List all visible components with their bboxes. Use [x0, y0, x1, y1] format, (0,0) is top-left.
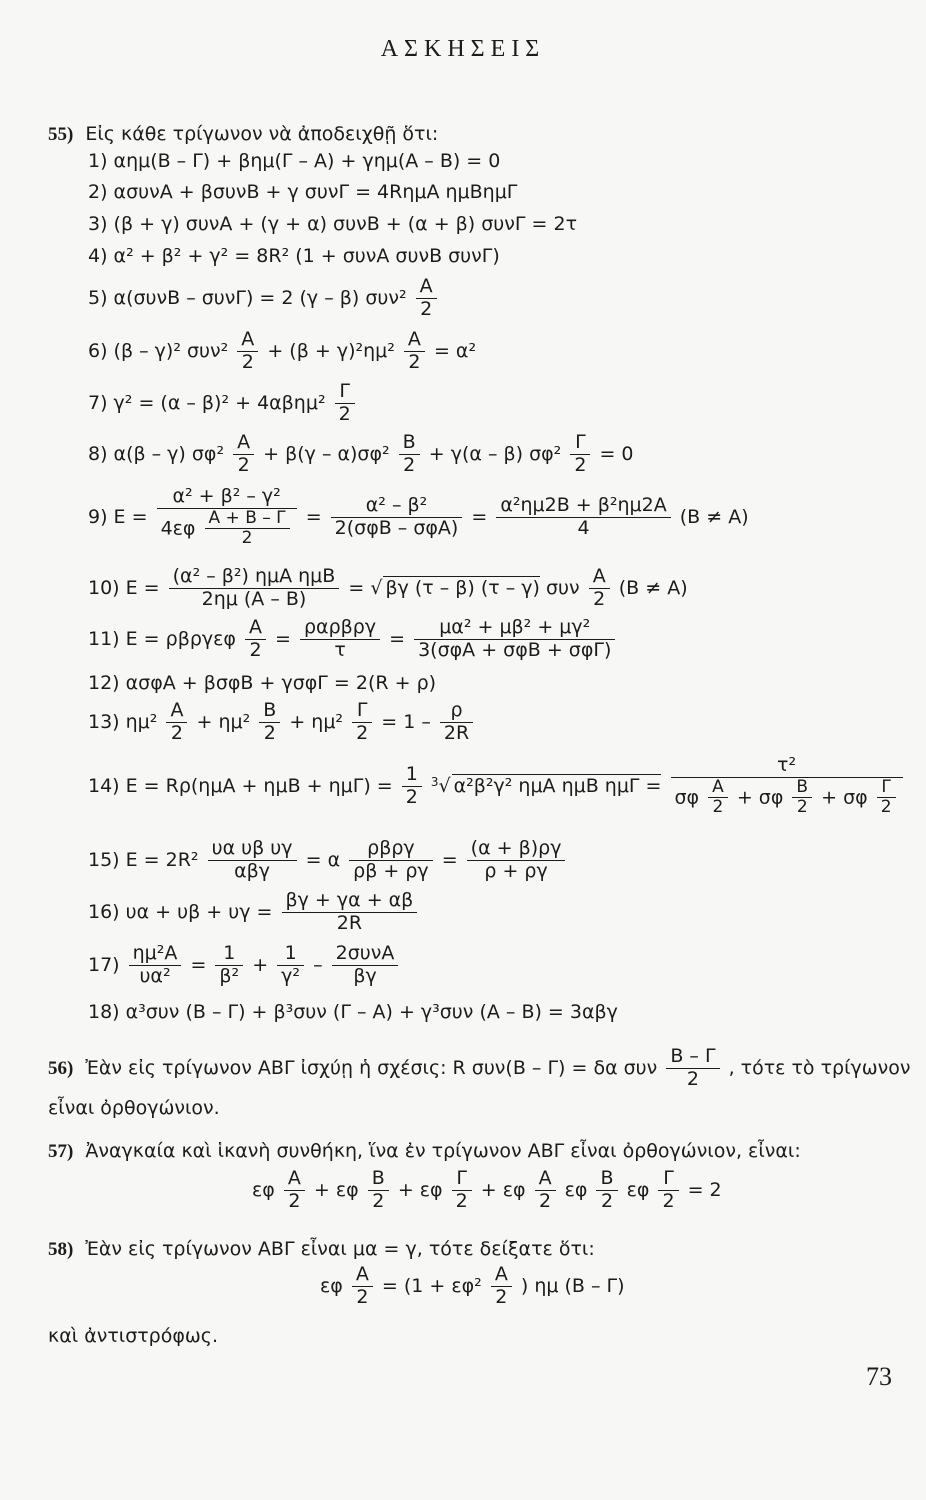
fraction: $\frac{1}{\text{β²}}$: [215, 943, 243, 988]
fraction: $\frac{\Gamma}{2}$: [570, 432, 590, 477]
equation-text: 16) υα + υβ + υγ =: [88, 900, 273, 923]
equation-text: 8) α(β – γ) σφ²: [88, 442, 225, 465]
page-title: ΑΣΚΗΣΕΙΣ: [380, 36, 546, 62]
equation-13: [88, 700, 476, 745]
equation-text: 15) Ε = 2R²: [88, 848, 199, 871]
fraction: τ² σφ $\frac{A}{2}$ + σφ $\frac{B}{2}$ + σφ $\frac{\Gamma}{2}$: [671, 755, 903, 818]
equation-text: 6) (β – γ)² συν²: [88, 339, 229, 362]
equation-10: 10) Ε = $\frac{\text{(α² – β²) ημΑ ημΒ}}{2\eta\mu (A - B)}$ = √ βγ (τ – β) (τ – γ) συν $\frac{A}{2}$ (Β ≠ Α): [88, 565, 688, 610]
equation-text: =: [348, 576, 365, 599]
fraction: $\frac{B}{2}$: [399, 432, 420, 477]
problem-text: , τότε τὸ τρίγωνον: [728, 1056, 911, 1079]
problem-58-header: [48, 1238, 595, 1261]
equation-11: [88, 617, 618, 662]
equation-text: 10) Ε =: [88, 576, 160, 599]
equation-text: =: [275, 627, 291, 650]
problem-number: 55): [48, 124, 74, 145]
equation-text: + (β + γ)²ημ²: [267, 339, 395, 362]
equation-5: [88, 276, 440, 321]
square-root: α²β²γ² ημΑ ημΒ ημΓ =: [453, 774, 662, 797]
fraction: $\frac{\text{ραρβργ}}{\tau}$: [300, 617, 380, 662]
equation-text: +: [252, 953, 269, 976]
equation-3: 3) (β + γ) συνΑ + (γ + α) συνΒ + (α + β) συνΓ = 2τ: [88, 213, 578, 235]
equation-text: =: [190, 953, 207, 976]
square-root: βγ (τ – β) (τ – γ): [385, 576, 540, 599]
fraction: $\frac{\rho}{2R}$: [440, 700, 473, 745]
problem-text: Ἐὰν εἰς τρίγωνον ΑΒΓ εἶναι μα = γ, τότε δείξατε ὅτι:: [85, 1238, 595, 1260]
fraction: $\frac{\beta\gamma + \gamma\alpha + \alpha\beta}{2R}$: [282, 890, 418, 935]
fraction: $\frac{A}{2}$: [166, 700, 187, 745]
fraction: $\frac{(\alpha + \beta)\rho\gamma}{\rho + \rho\gamma}$: [467, 838, 566, 883]
equation-text: =: [471, 505, 488, 528]
fraction: $\frac{B - \Gamma}{2}$: [666, 1046, 719, 1091]
equation-text: =: [441, 848, 458, 871]
equation-12: 12) ασφΑ + βσφΒ + γσφΓ = 2(R + ρ): [88, 672, 437, 694]
equation-text: + γ(α – β) σφ²: [428, 442, 562, 465]
equation-text: = 0: [599, 442, 634, 465]
fraction: $\frac{\text{2συνΑ}}{\beta\gamma}$: [332, 943, 399, 988]
equation-4: 4) α² + β² + γ² = 8R² (1 + συνΑ συνΒ συνΓ): [88, 245, 500, 267]
equation-text: 17): [88, 953, 120, 976]
fraction: $\frac{\text{(α² – β²) ημΑ ημΒ}}{2\eta\mu (A - B)}$: [169, 566, 340, 611]
equation-text: = α²: [433, 339, 477, 362]
fraction: $\frac{\text{α²ημ2Β + β²ημ2Α}}{4}$: [496, 495, 670, 540]
equation-8: [88, 432, 634, 477]
fraction: α² + β² – γ² 4εφ $\frac{A + B - \Gamma}{2}$: [157, 486, 297, 549]
equation-16: [88, 890, 420, 935]
equation-6: [88, 329, 476, 374]
equation-text: 14) Ε = Rρ(ημΑ + ημΒ + ημΓ) =: [88, 774, 393, 797]
equation-text: 5) α(συνΒ – συνΓ) = 2 (γ – β) συν²: [88, 286, 407, 309]
equation-9: [88, 486, 749, 549]
problem-55-header: [48, 123, 438, 146]
equation-text: =: [389, 627, 406, 650]
equation-text: + ημ²: [289, 710, 344, 733]
problem-text: Ἀναγκαία καὶ ἱκανὴ συνθήκη, ἵνα ἐν τρίγωνον ΑΒΓ εἶναι ὀρθογώνιον, εἶναι:: [85, 1140, 801, 1162]
equation-text: 7) γ² = (α – β)² + 4αβημ²: [88, 391, 326, 414]
equation-text: –: [313, 953, 323, 976]
fraction: $\frac{A}{2}$: [416, 276, 437, 321]
equation-7: [88, 381, 358, 426]
problem-58-continuation: καὶ ἀντιστρόφως.: [48, 1325, 218, 1347]
equation-text: (Β ≠ Α): [618, 576, 688, 599]
problem-text: Ἐὰν εἰς τρίγωνον ΑΒΓ ἰσχύῃ ἡ σχέσις: R συν(Β – Γ) = δα συν: [85, 1056, 658, 1079]
equation-text: (Β ≠ Α): [679, 505, 749, 528]
fraction: $\frac{1}{2}$: [402, 764, 422, 809]
equation-text: 13) ημ²: [88, 710, 158, 733]
equation-1: 1) αημ(Β – Γ) + βημ(Γ – Α) + γημ(Α – Β) = 0: [88, 150, 501, 172]
fraction: $\frac{\text{ρβργ}}{\rho\beta + \rho\gamma}$: [349, 838, 433, 883]
problem-number: 58): [48, 1239, 74, 1260]
fraction: $\frac{A}{2}$: [245, 617, 266, 662]
equation-text: =: [305, 505, 322, 528]
problem-number: 57): [48, 1141, 74, 1162]
problem-56-continuation: εἶναι ὀρθογώνιον.: [48, 1097, 220, 1119]
fraction: $\frac{\text{ημ²Α}}{\text{υα²}}$: [129, 943, 182, 988]
fraction: $\frac{A}{2}$: [233, 432, 254, 477]
problem-57-formula: εφ $\frac{A}{2}$ + εφ $\frac{B}{2}$ + εφ $\frac{\Gamma}{2}$ + εφ $\frac{A}{2}$ εφ $\frac{B}{2}$ εφ $\frac{\Gamma}{2}$ = 2: [252, 1167, 722, 1212]
problem-57-header: [48, 1140, 801, 1163]
equation-2: 2) ασυνΑ + βσυνΒ + γ συνΓ = 4RημΑ ημΒημΓ: [88, 181, 518, 203]
equation-17: [88, 943, 401, 988]
fraction: $\frac{\Gamma}{2}$: [352, 700, 372, 745]
equation-text: + ημ²: [196, 710, 251, 733]
equation-15: [88, 838, 568, 883]
equation-text: = 1 –: [381, 710, 431, 733]
fraction: $\frac{B}{2}$: [259, 700, 280, 745]
problem-text: Εἰς κάθε τρίγωνον νὰ ἀποδειχθῇ ὅτι:: [85, 123, 439, 145]
equation-14: 14) Ε = Rρ(ημΑ + ημΒ + ημΓ) = $\frac{1}{2}$ $^3$√ α²β²γ² ημΑ ημΒ ημΓ = τ² σφ $\frac{A}{2}$ + σφ $\frac{B}{2}$ + σφ $\frac{\Gamma}{2}$: [88, 755, 906, 818]
equation-text: + β(γ – α)σφ²: [263, 442, 390, 465]
fraction: $\frac{1}{\text{γ²}}$: [277, 943, 304, 988]
fraction: $\frac{\text{υα υβ υγ}}{\text{αβγ}}$: [208, 838, 297, 883]
fraction: $\frac{A}{2}$: [589, 566, 610, 611]
equation-text: 11) Ε = ρβργεφ: [88, 627, 236, 650]
equation-text: 9) Ε =: [88, 505, 148, 528]
fraction: $\frac{A}{2}$: [237, 329, 258, 374]
fraction: $\frac{\text{α² – β²}}{\text{2(σφΒ – σφΑ)}}$: [331, 495, 463, 540]
fraction: $\frac{\text{μα² + μβ² + μγ²}}{\text{3(σφΑ + σφΒ + σφΓ)}}$: [414, 617, 615, 662]
problem-56-header: [48, 1046, 911, 1091]
page-number: 73: [866, 1362, 892, 1391]
problem-number: 56): [48, 1057, 74, 1079]
equation-text: συν: [546, 576, 580, 599]
equation-text: = α: [305, 848, 341, 871]
equation-18: 18) α³συν (Β – Γ) + β³συν (Γ – Α) + γ³συν (Α – Β) = 3αβγ: [88, 1001, 618, 1023]
root-index: 3: [430, 774, 439, 789]
fraction: $\frac{\Gamma}{2}$: [335, 381, 355, 426]
fraction: $\frac{A}{2}$: [404, 329, 425, 374]
problem-58-formula: εφ $\frac{A}{2}$ = (1 + εφ² $\frac{A}{2}$ ) ημ (Β – Γ): [320, 1263, 625, 1308]
